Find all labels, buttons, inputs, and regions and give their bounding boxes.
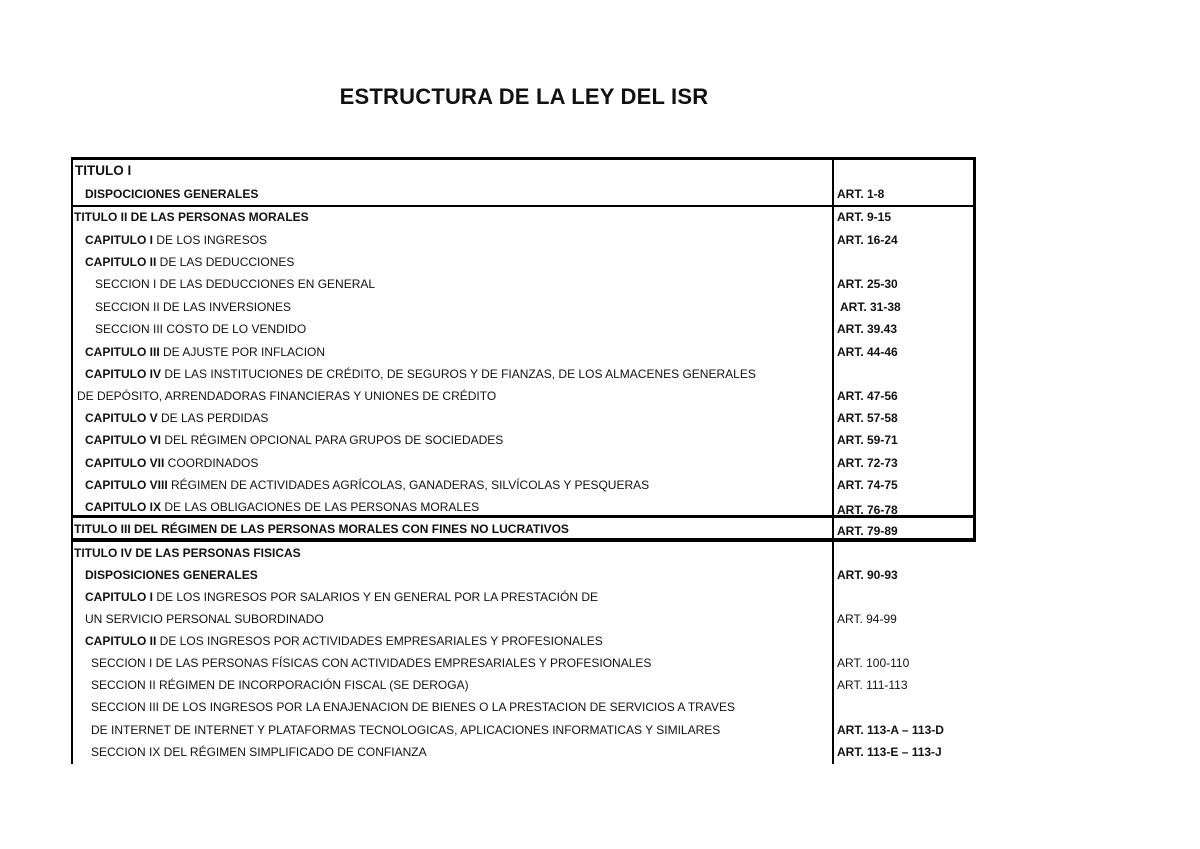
row-articles: ART. 59-71 — [837, 433, 898, 447]
row-label — [85, 586, 598, 608]
row-lead: CAPITULO V — [85, 411, 158, 425]
row-articles: ART. 113-E – 113-J — [837, 745, 942, 759]
row-text: DE LOS INGRESOS POR ACTIVIDADES EMPRESARIALES Y PROFESIONALES — [156, 634, 603, 648]
row-label — [85, 630, 603, 652]
row-lead: CAPITULO II — [85, 255, 157, 269]
row-label — [85, 251, 294, 273]
row-text: DE LAS OBLIGACIONES DE LAS PERSONAS MORALES — [161, 500, 480, 514]
row-lead: TITULO II DE LAS PERSONAS MORALES — [74, 210, 309, 224]
table-row — [71, 318, 976, 340]
table-row — [71, 206, 976, 228]
row-articles: ART. 72-73 — [837, 456, 898, 470]
row-lead: CAPITULO I — [85, 233, 153, 247]
row-text: DE LOS INGRESOS — [153, 233, 268, 247]
row-text: RÉGIMEN DE ACTIVIDADES AGRÍCOLAS, GANADERAS, SILVÍCOLAS Y PESQUERAS — [167, 478, 650, 492]
row-lead: TITULO IV DE LAS PERSONAS FISICAS — [74, 546, 301, 560]
row-text: DE LAS INSTITUCIONES DE CRÉDITO, DE SEGUROS Y DE FIANZAS, DE LOS ALMACENES GENERALES — [161, 367, 756, 381]
table-row — [71, 183, 976, 205]
row-text: DE INTERNET DE INTERNET Y PLATAFORMAS TECNOLOGICAS, APLICACIONES INFORMATICAS Y SIMILARES — [91, 723, 721, 737]
row-articles: ART. 31-38 — [840, 300, 901, 314]
row-articles: ART. 44-46 — [837, 345, 898, 359]
row-articles: ART. 76-78 — [837, 503, 898, 517]
table-row — [71, 586, 976, 608]
row-text: DE AJUSTE POR INFLACION — [159, 345, 326, 359]
row-text: SECCION II RÉGIMEN DE INCORPORACIÓN FISCAL (SE DEROGA) — [91, 678, 469, 692]
row-lead: TITULO I — [75, 163, 132, 178]
row-lead: DISPOSICIONES GENERALES — [85, 568, 258, 582]
row-lead: DISPOCICIONES GENERALES — [85, 187, 259, 201]
table-row — [71, 564, 976, 586]
row-text: DEL RÉGIMEN OPCIONAL PARA GRUPOS DE SOCIEDADES — [161, 433, 504, 447]
row-label — [85, 429, 503, 451]
table-row — [71, 474, 976, 496]
row-lead: CAPITULO VII — [85, 456, 165, 470]
row-lead: CAPITULO I — [85, 590, 153, 604]
table-row — [71, 407, 976, 429]
row-lead: CAPITULO III — [85, 345, 160, 359]
row-label — [85, 452, 258, 474]
row-articles: ART. 90-93 — [837, 568, 898, 582]
row-articles: ART. 9-15 — [837, 210, 892, 224]
row-label — [85, 363, 756, 385]
row-text: DE LOS INGRESOS POR SALARIOS Y EN GENERAL POR LA PRESTACIÓN DE — [153, 590, 599, 604]
row-label — [85, 496, 479, 518]
table-row — [71, 452, 976, 474]
table-row — [71, 518, 976, 540]
row-text: DE LAS DEDUCCIONES — [156, 255, 295, 269]
table-row — [71, 341, 976, 363]
row-articles: ART. 47-56 — [837, 389, 898, 403]
row-lead: TITULO III DEL RÉGIMEN DE LAS PERSONAS MORALES CON FINES NO LUCRATIVOS — [74, 522, 569, 536]
table-row — [71, 273, 976, 295]
row-lead: CAPITULO II — [85, 634, 157, 648]
table-row — [71, 652, 976, 674]
table-row — [71, 496, 976, 518]
row-text: SECCION II DE LAS INVERSIONES — [95, 300, 292, 314]
row-articles: ART. 16-24 — [837, 233, 898, 247]
table-row — [71, 674, 976, 696]
table-row — [71, 542, 976, 564]
table-row — [71, 251, 976, 273]
row-text: SECCION I DE LAS DEDUCCIONES EN GENERAL — [95, 277, 376, 291]
row-articles: ART. 25-30 — [837, 277, 898, 291]
row-text: SECCION IX DEL RÉGIMEN SIMPLIFICADO DE CONFIANZA — [91, 745, 427, 759]
row-articles: ART. 39.43 — [837, 322, 898, 336]
table-row — [71, 363, 976, 385]
table-row — [71, 741, 976, 763]
row-label — [85, 407, 268, 429]
row-articles: ART. 94-99 — [837, 612, 897, 626]
row-lead: CAPITULO IV — [85, 367, 162, 381]
row-text: DE LAS PERDIDAS — [157, 411, 269, 425]
table-row — [71, 160, 976, 182]
table-row — [71, 608, 976, 630]
row-label — [85, 229, 267, 251]
row-text: SECCION III COSTO DE LO VENDIDO — [95, 322, 307, 336]
row-text: UN SERVICIO PERSONAL SUBORDINADO — [85, 612, 324, 626]
row-lead: CAPITULO IX — [85, 500, 162, 514]
table-row — [71, 385, 976, 407]
row-label — [85, 341, 325, 363]
row-label — [85, 474, 649, 496]
table-row — [71, 296, 976, 318]
row-text: SECCION III DE LOS INGRESOS POR LA ENAJENACION DE BIENES O LA PRESTACION DE SERVICIOS A TRAVES — [91, 700, 735, 714]
row-lead: CAPITULO VI — [85, 433, 162, 447]
row-lead: CAPITULO VIII — [85, 478, 168, 492]
table-row — [71, 696, 976, 718]
row-articles: ART. 79-89 — [837, 524, 898, 538]
table-row — [71, 719, 976, 741]
row-text: DE DEPÓSITO, ARRENDADORAS FINANCIERAS Y UNIONES DE CRÉDITO — [77, 389, 497, 403]
table-row — [71, 630, 976, 652]
row-articles: ART. 74-75 — [837, 478, 898, 492]
table-row — [71, 229, 976, 251]
row-articles: ART. 113-A – 113-D — [837, 723, 944, 737]
row-articles: ART. 1-8 — [837, 187, 885, 201]
page-title: ESTRUCTURA DE LA LEY DEL ISR — [339, 84, 709, 109]
structure-table — [71, 157, 976, 764]
row-articles: ART. 100-110 — [837, 656, 910, 670]
row-articles: ART. 111-113 — [837, 678, 908, 692]
row-text: SECCION I DE LAS PERSONAS FÍSICAS CON ACTIVIDADES EMPRESARIALES Y PROFESIONALES — [91, 656, 652, 670]
row-articles: ART. 57-58 — [837, 411, 898, 425]
table-row — [71, 429, 976, 451]
row-text: COORDINADOS — [164, 456, 259, 470]
